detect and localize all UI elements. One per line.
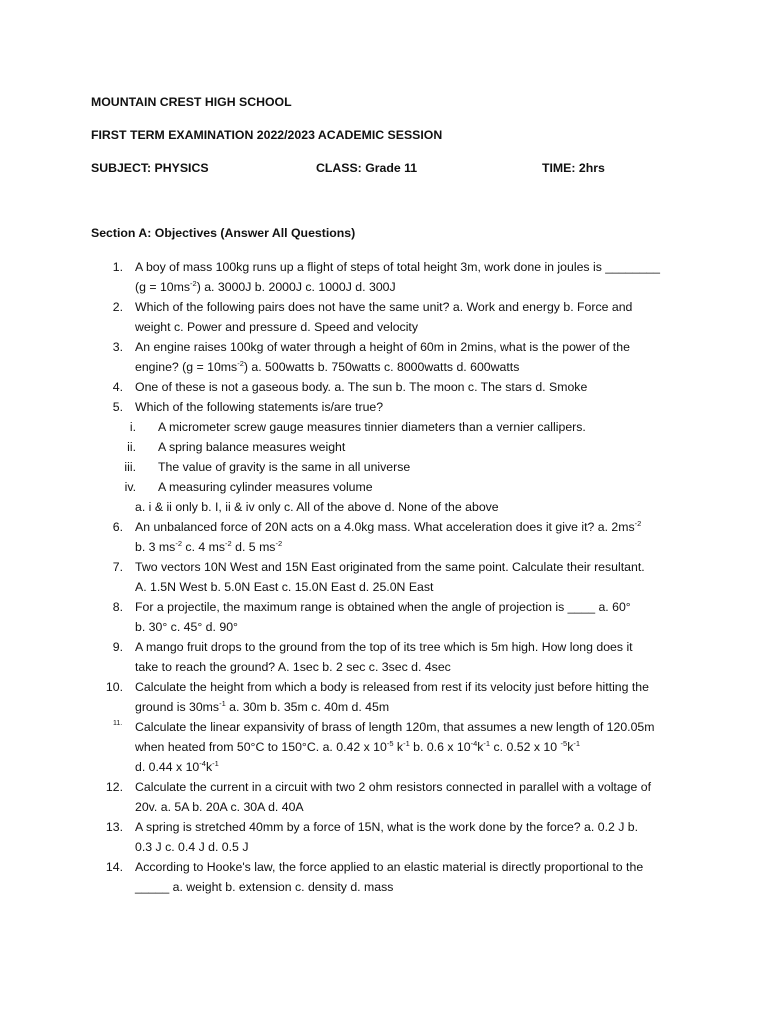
statement-text: A spring balance measures weight bbox=[158, 440, 346, 454]
question-5 bbox=[0, 397, 768, 417]
question-text: An unbalanced force of 20N acts on a 4.0kg mass. What acceleration does it give it? a. $2ms^{-2}$ bbox=[135, 518, 642, 534]
question-text: Which of the following pairs does not have the same unit? a. Work and energy b. Force and bbox=[135, 300, 633, 314]
question-5-options bbox=[0, 497, 768, 517]
question-number: 14. bbox=[105, 860, 123, 874]
question-text: Calculate the linear expansivity of brass of length 120m, that assumes a new length of 120.05m bbox=[135, 720, 655, 734]
question-text: Which of the following statements is/are true? bbox=[135, 400, 384, 414]
question-text: A boy of mass 100kg runs up a flight of steps of total height 3m, work done in joules is ________ bbox=[135, 260, 660, 274]
question-8-cont bbox=[0, 617, 768, 637]
question-text: An engine raises 100kg of water through a height of 60m in 2mins, what is the power of the bbox=[135, 340, 630, 354]
statement-text: The value of gravity is the same in all universe bbox=[158, 460, 411, 474]
question-number: 9. bbox=[112, 640, 123, 654]
question-number: 7. bbox=[112, 560, 123, 574]
question-text: For a projectile, the maximum range is obtained when the angle of projection is ____ a. 60° bbox=[135, 600, 631, 614]
question-9-cont bbox=[0, 657, 768, 677]
question-11 bbox=[0, 717, 768, 737]
question-13 bbox=[0, 817, 768, 837]
question-10 bbox=[0, 677, 768, 697]
question-list bbox=[0, 257, 768, 897]
statement-text: A measuring cylinder measures volume bbox=[158, 480, 373, 494]
question-options: a. i & ii only b. I, ii & iv only c. All of the above d. None of the above bbox=[135, 500, 499, 514]
question-options: A. 1.5N West b. 5.0N East c. 15.0N East d. 25.0N East bbox=[135, 580, 434, 594]
question-number: 2. bbox=[112, 300, 123, 314]
question-options: b. 3 $ms^{-2}$ c. 4 $ms^{-2}$ d. 5 $ms^{-2}$ bbox=[135, 538, 283, 554]
question-14-cont bbox=[0, 877, 768, 897]
question-3 bbox=[0, 337, 768, 357]
question-12-cont bbox=[0, 797, 768, 817]
question-11-cont2 bbox=[0, 757, 768, 777]
roman-numeral: iii. bbox=[124, 460, 136, 474]
question-options: _____ a. weight b. extension c. density d. mass bbox=[135, 880, 394, 894]
question-number: 10. bbox=[105, 680, 123, 694]
statement-item bbox=[0, 437, 768, 457]
statement-item bbox=[0, 477, 768, 497]
question-12 bbox=[0, 777, 768, 797]
question-13-cont bbox=[0, 837, 768, 857]
school-name: MOUNTAIN CREST HIGH SCHOOL bbox=[91, 95, 292, 109]
question-2-cont bbox=[0, 317, 768, 337]
question-9 bbox=[0, 637, 768, 657]
question-text: According to Hooke's law, the force applied to an elastic material is directly proportional to the bbox=[135, 860, 644, 874]
question-text: A mango fruit drops to the ground from the top of its tree which is 5m high. How long does it bbox=[135, 640, 633, 654]
question-10-cont bbox=[0, 697, 768, 717]
question-text: One of these is not a gaseous body. a. The sun b. The moon c. The stars d. Smoke bbox=[135, 380, 588, 394]
exam-title: FIRST TERM EXAMINATION 2022/2023 ACADEMIC SESSION bbox=[91, 128, 443, 142]
statement-text: A micrometer screw gauge measures tinnier diameters than a vernier callipers. bbox=[158, 420, 586, 434]
question-options: $(g = 10ms^{-2})$ a. 3000J b. 2000J c. 1000J d. 300J bbox=[135, 278, 396, 294]
question-number: 13. bbox=[105, 820, 123, 834]
question-7-cont bbox=[0, 577, 768, 597]
question-options: engine? $(g = 10ms^{-2})$ a. 500watts b. 750watts c. 8000watts d. 600watts bbox=[135, 358, 520, 374]
question-options: ground is $30ms^{-1}$ a. 30m b. 35m c. 40m d. 45m bbox=[135, 698, 390, 714]
question-text: Calculate the current in a circuit with two 2 ohm resistors connected in parallel with a voltage of bbox=[135, 780, 652, 794]
question-1 bbox=[0, 257, 768, 277]
question-options: weight c. Power and pressure d. Speed and velocity bbox=[135, 320, 418, 334]
question-text: Two vectors 10N West and 15N East originated from the same point. Calculate their resultant. bbox=[135, 560, 645, 574]
subject-label: SUBJECT: PHYSICS bbox=[91, 161, 209, 175]
question-options: b. 30° c. 45° d. 90° bbox=[135, 620, 238, 634]
question-options: d. 0.44 x $10^{-4}k^{-1}$ bbox=[135, 758, 219, 774]
time-label: TIME: 2hrs bbox=[542, 161, 605, 175]
section-title: Section A: Objectives (Answer All Questions) bbox=[91, 226, 356, 240]
question-3-cont bbox=[0, 357, 768, 377]
question-options: 0.3 J c. 0.4 J d. 0.5 J bbox=[135, 840, 249, 854]
question-14 bbox=[0, 857, 768, 877]
roman-numeral: ii. bbox=[127, 440, 136, 454]
roman-numeral: iv. bbox=[124, 480, 136, 494]
question-8 bbox=[0, 597, 768, 617]
question-7 bbox=[0, 557, 768, 577]
question-number: 12. bbox=[105, 780, 123, 794]
question-2 bbox=[0, 297, 768, 317]
question-6 bbox=[0, 517, 768, 537]
question-options: 20v. a. 5A b. 20A c. 30A d. 40A bbox=[135, 800, 304, 814]
question-options: when heated from 50°C to 150°C. a. 0.42 x $10^{-5}$ $k^{-1}$ b. 0.6 x $10^{-4}k^{-1}$ c. 0.52 x 10 $^{-5}k^{-1}$ bbox=[135, 738, 581, 754]
question-options: take to reach the ground? A. 1sec b. 2 sec c. 3sec d. 4sec bbox=[135, 660, 451, 674]
question-number: 4. bbox=[112, 380, 123, 394]
question-number: 1. bbox=[112, 260, 123, 274]
question-number: 8. bbox=[112, 600, 123, 614]
question-number: 6. bbox=[112, 520, 123, 534]
question-number: 5. bbox=[112, 400, 123, 414]
question-number: 3. bbox=[112, 340, 123, 354]
question-6-cont bbox=[0, 537, 768, 557]
question-1-cont bbox=[0, 277, 768, 297]
question-text: A spring is stretched 40mm by a force of 15N, what is the work done by the force? a. 0.2 J b. bbox=[135, 820, 639, 834]
statement-item bbox=[0, 417, 768, 437]
question-text: Calculate the height from which a body is released from rest if its velocity just before hitting the bbox=[135, 680, 649, 694]
question-11-cont bbox=[0, 737, 768, 757]
class-label: CLASS: Grade 11 bbox=[316, 161, 418, 175]
statement-item bbox=[0, 457, 768, 477]
question-number: 11. bbox=[113, 720, 123, 727]
question-4 bbox=[0, 377, 768, 397]
roman-numeral: i. bbox=[129, 420, 136, 434]
